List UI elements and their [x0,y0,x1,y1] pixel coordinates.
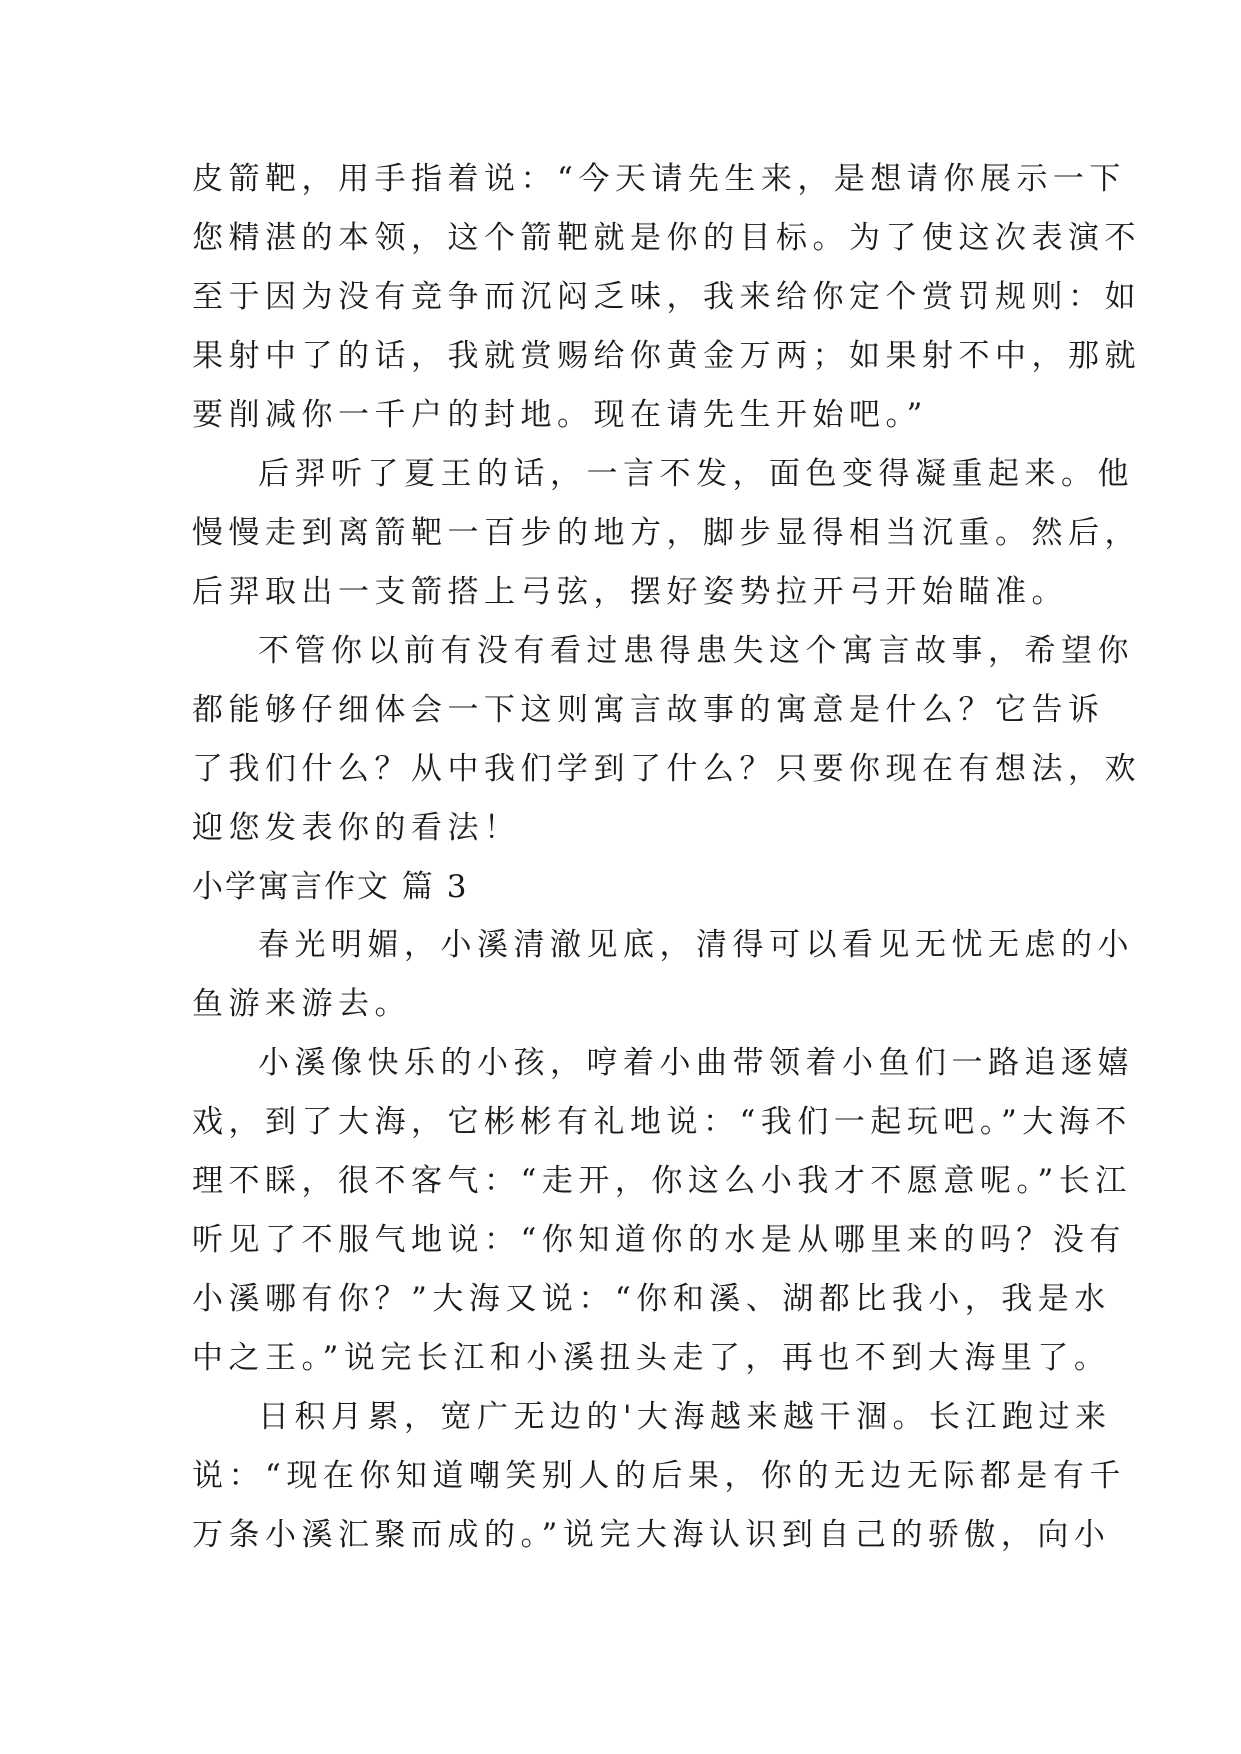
text-line: 后羿听了夏王的话，一言不发，面色变得凝重起来。他 [258,456,1134,492]
text-line: 中之王。”说完长江和小溪扭头走了，再也不到大海里了。 [192,1340,1111,1376]
section-heading: 小学寓言作文 篇 3 [192,869,469,905]
text-line: 不管你以前有没有看过患得患失这个寓言故事，希望你 [258,633,1134,669]
text-line: 慢慢走到离箭靶一百步的地方，脚步显得相当沉重。然后， [192,515,1141,551]
text-line: 迎您发表你的看法！ [192,810,521,846]
text-line: 要削减你一千户的封地。现在请先生开始吧。” [192,397,928,433]
text-line: 至于因为没有竞争而沉闷乏味，我来给你定个赏罚规则：如 [192,279,1141,315]
text-line: 日积月累，宽广无边的'大海越来越干涸。长江跑过来 [258,1399,1112,1435]
text-line: 理不睬，很不客气：“走开，你这么小我才不愿意呢。”长江 [192,1163,1132,1199]
text-line: 了我们什么？从中我们学到了什么？只要你现在有想法，欢 [192,751,1141,787]
text-line: 小溪像快乐的小孩，哼着小曲带领着小鱼们一路追逐嬉 [258,1045,1134,1081]
paragraph [192,1388,1126,1565]
text-line: 春光明媚，小溪清澈见底，清得可以看见无忧无虑的小 [258,927,1134,963]
text-line: 后羿取出一支箭搭上弓弦，摆好姿势拉开弓开始瞄准。 [192,574,1068,610]
text-line: 听见了不服气地说：“你知道你的水是从哪里来的吗？没有 [192,1222,1126,1258]
paragraph [192,150,1141,445]
paragraph [192,622,1141,858]
text-line: 您精湛的本领，这个箭靶就是你的目标。为了使这次表演不 [192,220,1141,256]
document-body [192,150,1141,1565]
paragraph [192,916,1134,1034]
text-line: 都能够仔细体会一下这则寓言故事的寓意是什么？它告诉 [192,692,1105,728]
text-line: 万条小溪汇聚而成的。”说完大海认识到自己的骄傲，向小 [192,1517,1111,1553]
paragraph [192,445,1141,622]
paragraph [192,1034,1134,1388]
text-line: 果射中了的话，我就赏赐给你黄金万两；如果射不中，那就 [192,338,1141,374]
text-line: 说：“现在你知道嘲笑别人的后果，你的无边无际都是有千 [192,1458,1126,1494]
text-line: 小溪哪有你？”大海又说：“你和溪、湖都比我小，我是水 [192,1281,1111,1317]
text-line: 鱼游来游去。 [192,986,411,1022]
text-line: 戏，到了大海，它彬彬有礼地说：“我们一起玩吧。”大海不 [192,1104,1132,1140]
text-line: 皮箭靶，用手指着说：“今天请先生来，是想请你展示一下 [192,161,1126,197]
